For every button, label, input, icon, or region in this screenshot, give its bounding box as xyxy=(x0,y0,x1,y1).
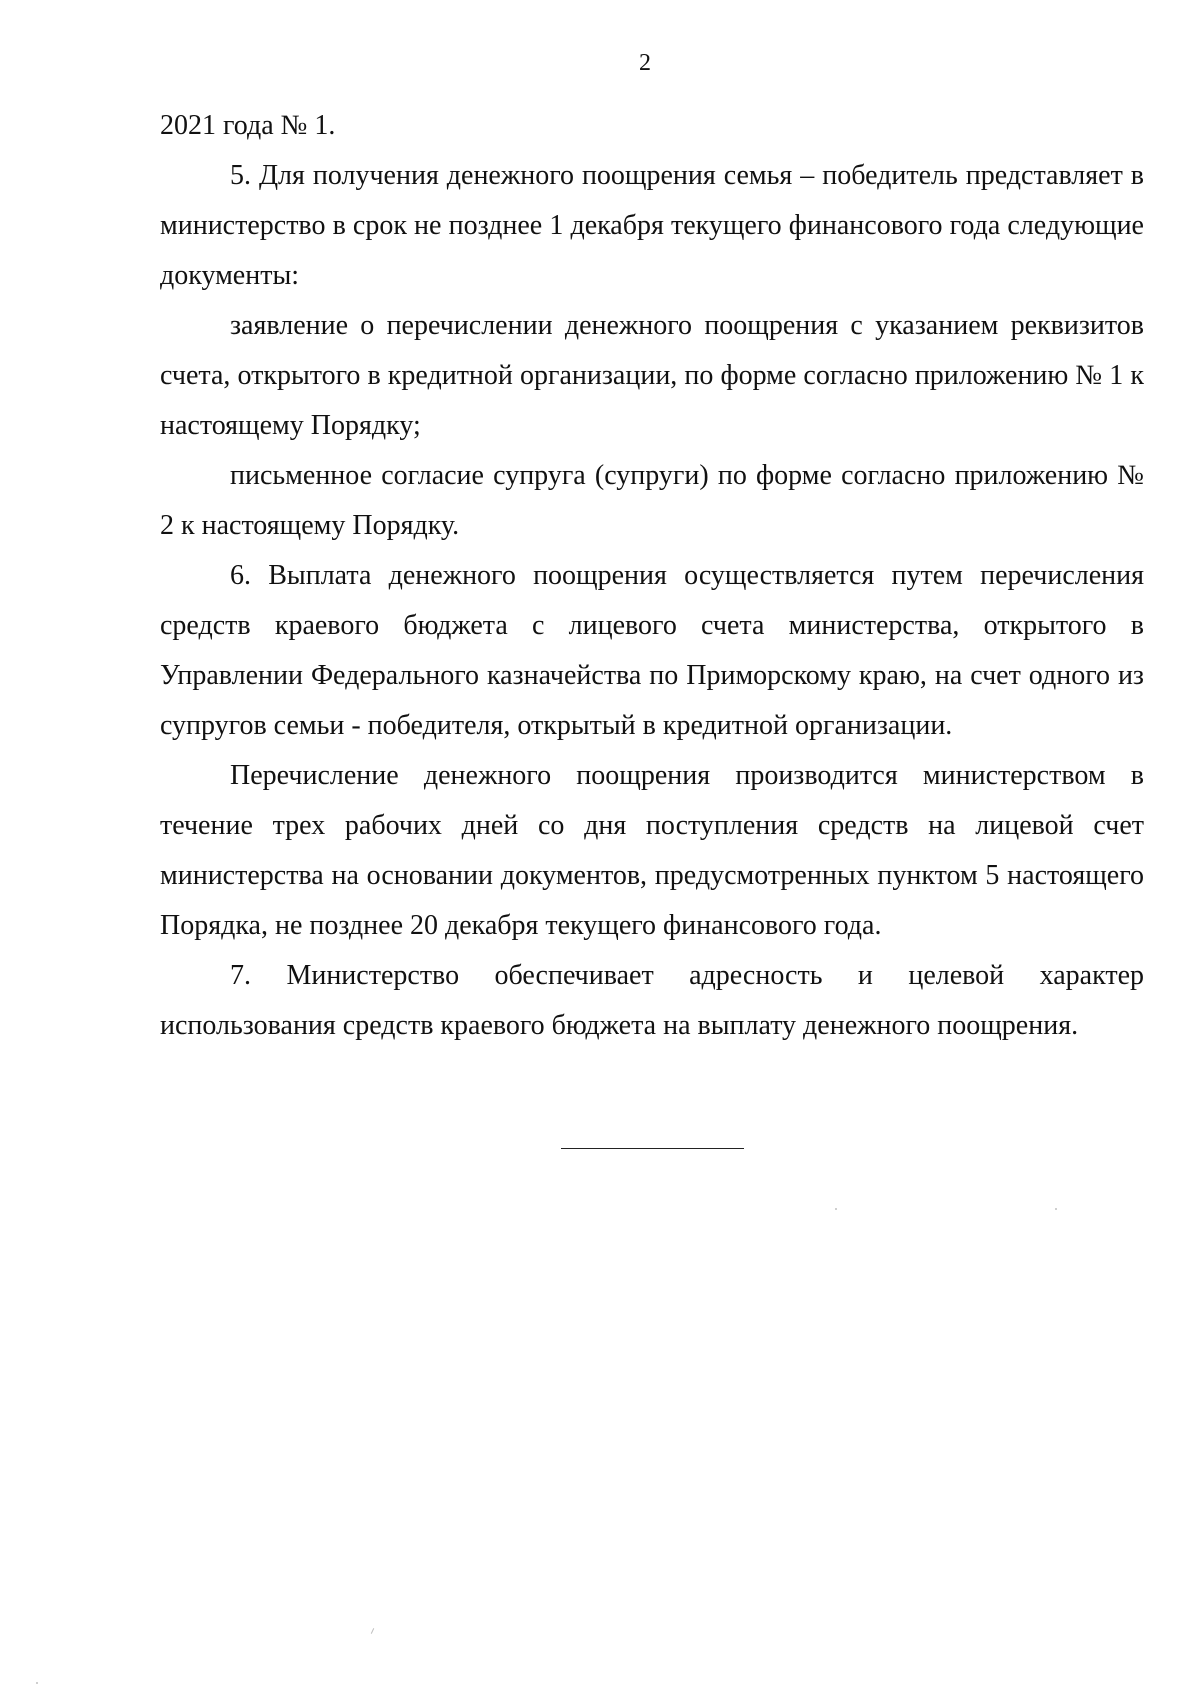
paragraph-continuation: 2021 года № 1. xyxy=(160,110,336,141)
paragraph-item-5: 5. Для получения денежного поощрения семья – победитель представляет в министерство в срок не позднее 1 декабря текущего финансового года следующие документы: xyxy=(160,160,1144,291)
scan-speck xyxy=(1055,1208,1057,1210)
page-number: 2 xyxy=(639,50,651,76)
paragraph-spouse-consent: письменное согласие супруга (супруги) по форме согласно приложению № 2 к настоящему Порядку. xyxy=(160,460,1144,541)
scan-speck xyxy=(835,1208,837,1210)
paragraph-application-statement: заявление о перечислении денежного поощрения с указанием реквизитов счета, открытого в кредитной организации, по форме согласно приложению № 1 к настоящему Порядку; xyxy=(160,310,1144,441)
paragraph-item-6: 6. Выплата денежного поощрения осуществляется путем перечисления средств краевого бюджета с лицевого счета министерства, открытого в Управлении Федерального казначейства по Приморскому краю, на счет одного из супругов семьи - победителя, открытый в кредитной организации. xyxy=(160,560,1144,741)
scan-speck xyxy=(371,1628,374,1634)
scan-speck xyxy=(36,1682,38,1684)
end-separator-line xyxy=(561,1148,744,1149)
paragraph-item-7: 7. Министерство обеспечивает адресность и целевой характер использования средств краевого бюджета на выплату денежного поощрения. xyxy=(160,960,1144,1041)
document-body xyxy=(160,101,1144,1051)
paragraph-transfer-terms: Перечисление денежного поощрения производится министерством в течение трех рабочих дней со дня поступления средств на лицевой счет министерства на основании документов, предусмотренных пунктом 5 настоящего Порядка, не позднее 20 декабря текущего финансового года. xyxy=(160,760,1144,941)
